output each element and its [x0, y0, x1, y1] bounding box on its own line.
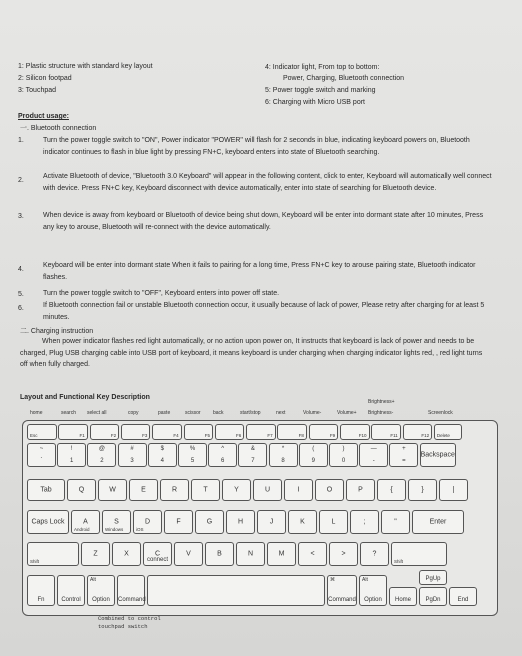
key-label: F9 [329, 433, 336, 438]
key-label: Alt [90, 577, 96, 583]
key-letter [350, 510, 379, 534]
key-letter [412, 510, 464, 534]
key-label: D [144, 518, 151, 526]
key-label: Backspace [420, 451, 455, 459]
key-label: M [278, 550, 285, 558]
key-label: F12 [421, 433, 430, 438]
key-letter [27, 479, 65, 501]
fn-label: search [61, 410, 77, 416]
key-label: Home [394, 597, 411, 603]
key-number [299, 443, 328, 467]
key-letter [257, 510, 286, 534]
fn-label: Brightness- [368, 410, 394, 416]
key-label: S [114, 518, 119, 526]
key-label: = [402, 458, 406, 464]
key-label: 1 [70, 458, 74, 464]
step-number: 4. [18, 266, 24, 273]
key-number [178, 443, 207, 467]
key-label: & [250, 446, 255, 452]
key-label: I [297, 486, 300, 494]
key-number [238, 443, 267, 467]
fn-label: select all [87, 410, 107, 416]
key-letter [408, 479, 437, 501]
key-letter [360, 542, 389, 566]
key-letter [439, 479, 468, 501]
key-fn [403, 424, 433, 440]
callout-line: Combined to control [98, 615, 161, 622]
key-number [87, 443, 116, 467]
key-letter [236, 542, 265, 566]
callout-text [98, 615, 161, 631]
usage-heading: Product usage: [18, 113, 69, 120]
key-label: F5 [204, 433, 210, 438]
key-modifier [359, 575, 387, 606]
fn-label: Screenlock [428, 410, 453, 416]
key-letter [329, 542, 358, 566]
key-label: A [83, 518, 88, 526]
key-label: ` [40, 458, 43, 464]
part-item: 4: Indicator light, From top to bottom: [265, 64, 380, 71]
key-label: T [203, 486, 208, 494]
key-label: F4 [173, 433, 179, 438]
section-heading: 一. Bluetooth connection [20, 125, 97, 132]
key-label: 0 [341, 458, 346, 464]
key-letter [226, 510, 255, 534]
key-letter [27, 510, 69, 534]
key-letter [391, 542, 447, 566]
fn-label: Brightness+ [368, 399, 395, 405]
key-modifier [327, 575, 357, 606]
key-letter [102, 510, 131, 534]
key-label: ⌘ [330, 577, 335, 583]
key-label: * [281, 446, 285, 452]
step-text: Keyboard will be enter into dormant state When it fails to pairing for a long time, Press FN+C key to arouse pairing state, Bluetooth indicator flashes. [43, 262, 476, 281]
key-fn [152, 424, 182, 440]
fn-label: Volume- [303, 410, 322, 416]
key-label: F7 [267, 433, 273, 438]
key-label: F [176, 518, 181, 526]
key-label: ) [342, 446, 345, 452]
key-label: F2 [110, 433, 117, 438]
key-modifier [57, 575, 85, 606]
step-number: 1. [18, 137, 24, 144]
key-label: PgDn [425, 597, 441, 603]
key-label: ! [70, 446, 73, 452]
key-label: iOS [136, 527, 144, 532]
key-label: N [247, 550, 254, 558]
key-number [208, 443, 237, 467]
key-label: O [326, 486, 333, 494]
part-item: Power, Charging, Bluetooth connection [283, 75, 405, 82]
key-label: Option [92, 597, 110, 603]
part-item: 1: Plastic structure with standard key layout [18, 63, 153, 70]
key-letter [381, 510, 410, 534]
key-letter [71, 510, 100, 534]
key-letter [81, 542, 110, 566]
key-label: 4 [160, 458, 164, 464]
key-number [118, 443, 147, 467]
part-item: 3: Touchpad [18, 87, 57, 94]
key-label: Fn [37, 597, 45, 603]
key-label: " [394, 518, 397, 526]
key-letter [160, 479, 189, 501]
key-label: Shift [30, 559, 40, 564]
charging-text: When power indicator flashes red light automatically, or no action upon power on, It instructs that keyboard is lack of power and needs to be charged, Plug USB charging cable into USB port of keyboard, it means keyboard is under charging when charging indicator lights red, , red light turns off when fully charged. [20, 338, 483, 368]
key-label: — [370, 446, 377, 452]
key-label: Q [78, 486, 85, 494]
key-label: 8 [281, 458, 285, 464]
key-fn [434, 424, 462, 440]
step-text: Activate Bluetooth of device, "Bluetooth 3.0 Keyboard" will appear in the following content, click to enter, Keyboard will automatically well connect with device. Press FN+C key, Keyboard disconnect with device automatically, enter into state of searching for Bluetooth device. [43, 173, 492, 192]
step-text: Turn the power toggle switch to "OFF", Keyboard enters into power off state. [43, 290, 280, 297]
key-modifier [27, 575, 55, 606]
key-label: K [300, 518, 305, 526]
key-number [27, 443, 56, 467]
step-number: 2. [18, 177, 24, 184]
key-label: 9 [311, 458, 315, 464]
step-number: 6. [18, 305, 24, 312]
section-heading: 二. Charging instruction [20, 328, 94, 335]
key-label: 5 [190, 458, 195, 464]
step-number: 5. [18, 291, 24, 298]
part-item: 6: Charging with Micro USB port [265, 99, 365, 106]
key-label: % [189, 446, 196, 452]
key-label: X [124, 550, 129, 558]
key-fn [90, 424, 120, 440]
part-item: 5: Power toggle switch and marking [265, 87, 376, 94]
key-label: F6 [236, 433, 242, 438]
key-label: + [402, 446, 406, 452]
key-letter [191, 479, 220, 501]
key-label: L [331, 518, 336, 526]
key-letter [195, 510, 224, 534]
key-letter [315, 479, 344, 501]
key-letter [129, 479, 158, 501]
key-label: Y [234, 486, 239, 494]
key-label: U [264, 486, 271, 494]
key-number [359, 443, 388, 467]
step-number: 3. [18, 213, 24, 220]
key-label: Tab [40, 486, 52, 494]
key-number [269, 443, 298, 467]
key-label: ~ [39, 446, 44, 452]
key-letter [133, 510, 162, 534]
fn-label: Volume+ [337, 410, 357, 416]
key-letter [205, 542, 234, 566]
key-letter [288, 510, 317, 534]
key-modifier [117, 575, 145, 606]
key-modifier [449, 587, 477, 606]
key-label: connect [146, 557, 168, 563]
key-fn [215, 424, 245, 440]
key-number [57, 443, 86, 467]
key-fn [246, 424, 276, 440]
key-label: F8 [298, 433, 304, 438]
key-letter [164, 510, 193, 534]
key-label: Alt [362, 577, 368, 583]
key-label: | [452, 486, 455, 494]
key-letter [253, 479, 282, 501]
key-fn [340, 424, 370, 440]
key-number [420, 443, 456, 467]
keyboard-title: Layout and Functional Key Description [20, 394, 150, 401]
key-letter [222, 479, 251, 501]
key-label: Command [118, 597, 146, 603]
step-text: Turn the power toggle switch to "ON", Power indicator "POWER" will flash for 2 seconds in blue, indicating keyboard powers on, Bluetooth indicator continues to flash in blue light by pressing FN+C, keyboard enters into state of Bluetooth searching. [43, 137, 470, 156]
key-label: Windows [105, 527, 124, 532]
key-letter [319, 510, 348, 534]
key-letter [298, 542, 327, 566]
key-letter [112, 542, 141, 566]
fn-label: copy [128, 410, 139, 416]
fn-label: home [30, 410, 43, 416]
key-label: # [130, 446, 134, 452]
fn-label: back [213, 410, 224, 416]
key-label: F1 [79, 433, 85, 438]
key-label: W [109, 486, 116, 494]
key-letter [143, 542, 172, 566]
fn-label: scissor [185, 410, 201, 416]
step-text: If Bluetooth connection fail or unstable Bluetooth connection occur, it usually because of lack of power, Please retry after charging for at least 5 minutes. [43, 302, 485, 321]
key-modifier [87, 575, 115, 606]
key-label: } [421, 486, 424, 494]
key-fn [371, 424, 401, 440]
step-text: When device is away from keyboard or Bluetooth of device being shut down, Keyboard will be enter into dormant state after 10 minutes, Press any key to arouse, Bluetooth will re-connect with the device automatically. [43, 212, 484, 231]
key-number [329, 443, 358, 467]
key-modifier [419, 587, 447, 606]
key-label: C [154, 550, 161, 558]
key-fn [309, 424, 339, 440]
key-letter [67, 479, 96, 501]
key-label: Command [328, 597, 356, 603]
key-label: V [186, 550, 191, 558]
key-label: G [206, 518, 213, 526]
key-label: Android [74, 527, 90, 532]
key-label: Control [61, 597, 81, 603]
key-letter [346, 479, 375, 501]
key-label: @ [98, 446, 105, 452]
key-label: PgUp [425, 576, 441, 582]
fn-label: next [276, 410, 286, 416]
key-label: 6 [221, 458, 225, 464]
key-letter [27, 542, 79, 566]
key-label: Z [93, 550, 98, 558]
key-fn [277, 424, 307, 440]
key-arrow-up [419, 570, 447, 585]
key-label: 3 [130, 458, 134, 464]
key-label: Delete [436, 433, 450, 438]
key-label: Caps Lock [31, 518, 65, 526]
part-item: 2: Silicon footpad [18, 75, 72, 82]
key-fn [184, 424, 214, 440]
key-label: Esc [30, 433, 38, 438]
key-label: Shift [394, 559, 404, 564]
key-label: $ [160, 446, 164, 452]
key-label: < [310, 550, 315, 558]
key-fn [27, 424, 57, 440]
key-number [148, 443, 177, 467]
fn-label: paste [158, 410, 171, 416]
key-label: F3 [142, 433, 148, 438]
key-letter [284, 479, 313, 501]
key-label: J [269, 518, 274, 526]
key-label: Enter [429, 518, 447, 526]
key-label: - [372, 458, 375, 464]
fn-label: start/stop [240, 410, 261, 416]
key-label: B [217, 550, 222, 558]
key-label: H [237, 518, 244, 526]
key-space [147, 575, 325, 606]
key-label: End [457, 597, 469, 603]
key-label: E [141, 486, 146, 494]
key-label: R [171, 486, 178, 494]
key-label: { [390, 486, 393, 494]
key-number [389, 443, 418, 467]
key-letter [377, 479, 406, 501]
key-label: Option [364, 597, 382, 603]
key-letter [98, 479, 127, 501]
key-label: ( [312, 446, 315, 452]
key-label: ; [363, 518, 366, 526]
key-label: F10 [358, 433, 367, 438]
callout-line: touchpad switch [98, 623, 148, 630]
key-label: P [358, 486, 363, 494]
key-label: 7 [251, 458, 255, 464]
key-letter [174, 542, 203, 566]
key-label: ^ [221, 446, 225, 452]
key-label: ? [372, 550, 377, 558]
key-label: F11 [390, 433, 398, 438]
key-letter [267, 542, 296, 566]
key-label: 2 [100, 458, 104, 464]
key-fn [121, 424, 151, 440]
key-modifier [389, 587, 417, 606]
key-fn [58, 424, 88, 440]
key-label: > [341, 550, 346, 558]
